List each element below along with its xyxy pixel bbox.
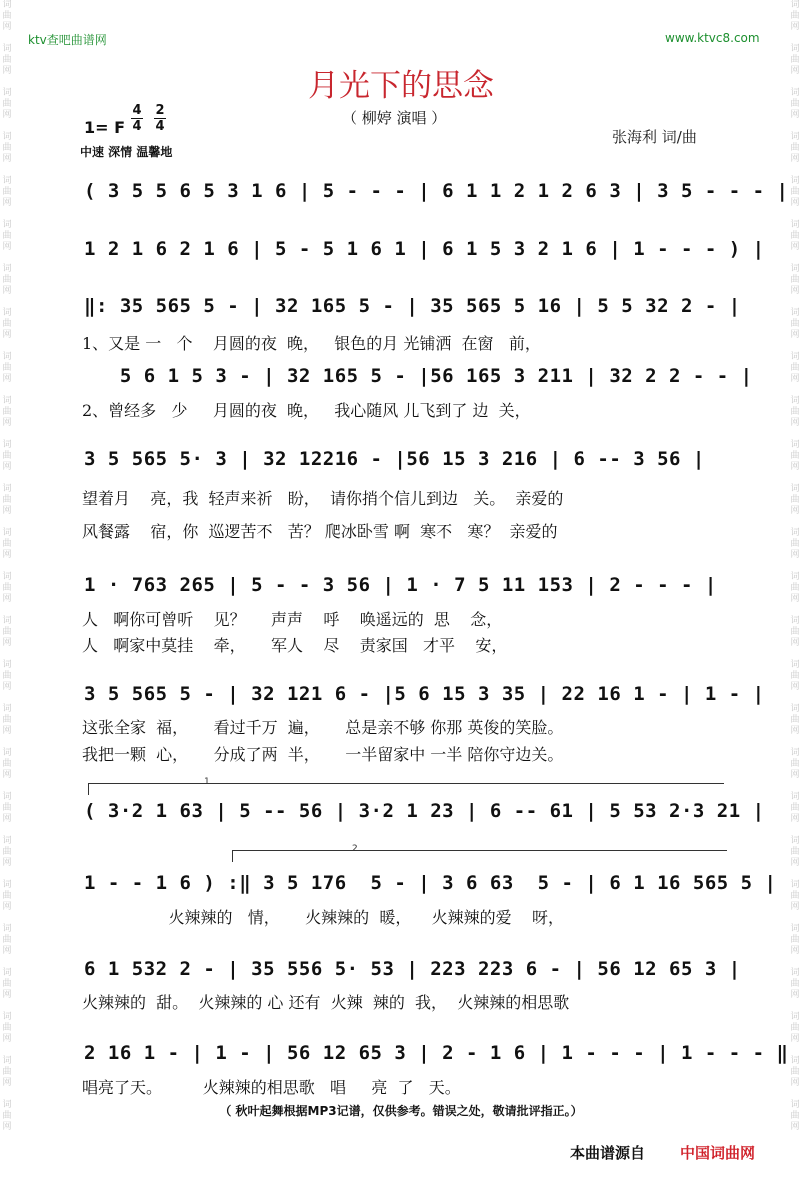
score-row-10-lyrics: 火辣辣的 甜。 火辣辣的 心 还有 火辣 辣的 我， 火辣辣的相思歌 — [82, 993, 570, 1012]
score-row-7-notes: 3 5 565 5 - | 32 121 6 - |5 6 15 3 35 | 22 16 1 - | 1 - | — [84, 683, 765, 705]
volta-2-tick — [232, 850, 233, 862]
score-row-8-notes: ( 3·2 1 63 | 5 -- 56 | 3·2 1 23 | 6 -- 61 | 5 53 2·3 21 | — [84, 800, 765, 822]
header-site-left[interactable]: ktv查吧曲谱网 — [28, 33, 107, 47]
time-signature-2-bottom: 4 — [155, 119, 165, 134]
time-signature-2-top: 2 — [155, 103, 165, 118]
volta-1-tick — [88, 783, 89, 795]
score-row-3-lyrics: 1、又是 一 个 月圆的夜 晚， 银色的月 光铺洒 在窗 前， — [82, 334, 541, 353]
score-row-6-lyrics-verse-1: 人 啊你可曾听 见？ 声声 呼 唤遥远的 思 念， — [82, 610, 503, 629]
footer-source-site[interactable]: 中国词曲网 — [680, 1144, 756, 1162]
score-row-10-notes: 6 1 532 2 - | 35 556 5· 53 | 223 223 6 - | 56 12 65 3 | — [84, 958, 741, 980]
score-row-2-notes: 1 2 1 6 2 1 6 | 5 - 5 1 6 1 | 6 1 5 3 2 1 6 | 1 - - - ) | — [84, 238, 765, 260]
time-signature-1-top: 4 — [132, 103, 142, 118]
volta-2-number: 2 — [352, 844, 358, 854]
score-row-11-lyrics: 唱亮了天。 火辣辣的相思歌 唱 亮 了 天。 — [82, 1078, 461, 1097]
score-row-7-lyrics-verse-1: 这张全家 福， 看过千万 遍， 总是亲不够 你那 英俊的笑脸。 — [82, 718, 564, 737]
transcription-note: （ 秋叶起舞根据MP3记谱，仅供参考。错误之处，敬请批评指正。） — [219, 1104, 583, 1118]
score-row-9-lyrics: 火辣辣的 情， 火辣辣的 暖， 火辣辣的爱 呀， — [82, 908, 565, 927]
score-row-11-notes: 2 16 1 - | 1 - | 56 12 65 3 | 2 - 1 6 | 1 - - - | 1 - - - ‖ — [84, 1042, 789, 1064]
header-site-right[interactable]: www.ktvc8.com — [665, 31, 760, 45]
score-row-7-lyrics-verse-2: 我把一颗 心， 分成了两 半， 一半留家中 一半 陪你守边关。 — [82, 745, 564, 764]
time-signature-1 — [130, 103, 144, 134]
left-watermark-strip: 词 曲 网 词 曲 网 词 曲 网 词 曲 网 词 曲 网 词 曲 网 词 曲 网 词 曲 网 词 曲 网 词 曲 网 词 曲 网 词 曲 网 词 曲 网 词 曲 网 词 曲 网 词 曲 网 词 曲 网 词 曲 网 词 曲 网 词 曲 网 词 曲 网 词 曲 网 词 曲 网 词 曲 网 词 曲 网 词 曲 网 — [2, 0, 12, 1132]
volta-1-number: 1 — [204, 777, 210, 787]
score-row-5-lyrics-verse-2: 风餐露 宿，你 巡逻苦不 苦？ 爬冰卧雪 啊 寒不 寒？ 亲爱的 — [82, 522, 558, 541]
score-row-6-notes: 1 · 763 265 | 5 - - 3 56 | 1 · 7 5 11 153 | 2 - - - | — [84, 574, 717, 596]
key-signature: 1= F — [84, 118, 126, 137]
song-title: 月光下的思念 — [308, 68, 494, 104]
tempo-marking: 中速 深情 温馨地 — [80, 145, 173, 159]
composer-credit: 张海利 词/曲 — [612, 128, 697, 146]
time-signature-2 — [153, 103, 167, 134]
score-row-4-lyrics: 2、曾经多 少 月圆的夜 晚， 我心随风 儿飞到了 边 关， — [82, 401, 531, 420]
score-row-6-lyrics-verse-2: 人 啊家中莫挂 牵， 军人 尽 责家国 才平 安， — [82, 636, 508, 655]
right-watermark-strip: 词 曲 网 词 曲 网 词 曲 网 词 曲 网 词 曲 网 词 曲 网 词 曲 网 词 曲 网 词 曲 网 词 曲 网 词 曲 网 词 曲 网 词 曲 网 词 曲 网 词 曲 网 词 曲 网 词 曲 网 词 曲 网 词 曲 网 词 曲 网 词 曲 网 词 曲 网 词 曲 网 词 曲 网 词 曲 网 词 曲 网 — [790, 0, 800, 1132]
score-row-3-notes: ‖: 35 565 5 - | 32 165 5 - | 35 565 5 16 | 5 5 32 2 - | — [84, 295, 741, 317]
performer-credit: （ 柳婷 演唱 ） — [342, 109, 447, 127]
score-row-5-notes: 3 5 565 5· 3 | 32 12216 - |56 15 3 216 | 6 -- 3 56 | — [84, 448, 705, 470]
score-row-1-notes: ( 3 5 5 6 5 3 1 6 | 5 - - - | 6 1 1 2 1 2 6 3 | 3 5 - - - | — [84, 180, 789, 202]
volta-2-bracket — [232, 850, 727, 851]
time-signature-1-bottom: 4 — [132, 119, 142, 134]
score-row-9-notes: 1 - - 1 6 ) :‖ 3 5 176 5 - | 3 6 63 5 - | 6 1 16 565 5 | — [84, 872, 777, 894]
footer-source-label: 本曲谱源自 — [570, 1144, 646, 1162]
score-row-5-lyrics-verse-1: 望着月 亮，我 轻声来祈 盼， 请你捎个信儿到边 关。 亲爱的 — [82, 489, 564, 508]
score-row-4-notes: 5 6 1 5 3 - | 32 165 5 - |56 165 3 211 | 32 2 2 - - | — [84, 365, 753, 387]
volta-1-bracket — [88, 783, 724, 784]
